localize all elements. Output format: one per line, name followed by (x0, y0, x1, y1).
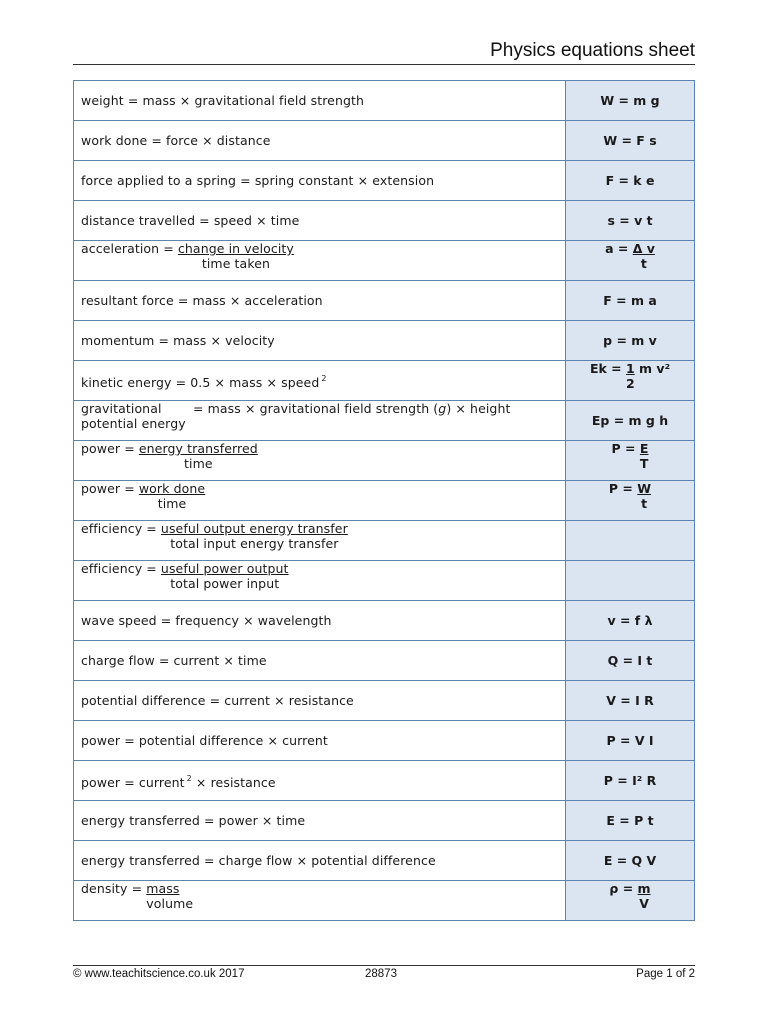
equations-table (73, 80, 695, 921)
equation-words: wave speed = frequency × wavelength (74, 601, 566, 641)
equation-symbols (566, 881, 695, 921)
equation-symbols: P = I² R (566, 761, 695, 801)
symbol-denominator: V (639, 896, 649, 911)
symbol-fraction (640, 441, 649, 471)
symbol-numerator: W (637, 481, 652, 496)
equation-words (74, 441, 566, 481)
equation-symbols: v = f λ (566, 601, 695, 641)
word-fraction (146, 881, 193, 911)
equation-text: kinetic energy = 0.5 × mass × speed (81, 375, 320, 390)
table-row (74, 321, 695, 361)
table-row (74, 761, 695, 801)
equation-symbols (566, 241, 695, 281)
superscript: 2 (186, 774, 192, 783)
equation-words: energy transferred = charge flow × potential difference (74, 841, 566, 881)
equation-symbols: F = m a (566, 281, 695, 321)
footer-copyright: © www.teachitscience.co.uk 2017 (73, 968, 245, 980)
equation-symbols: Q = I t (566, 641, 695, 681)
fraction-numerator: energy transferred (138, 441, 258, 456)
table-row (74, 121, 695, 161)
equation-words: power = potential difference × current (74, 721, 566, 761)
equation-symbols (566, 441, 695, 481)
table-row (74, 81, 695, 121)
equation-words: force applied to a spring = spring constant × extension (74, 161, 566, 201)
table-row (74, 721, 695, 761)
symbol-numerator: 1 (625, 361, 635, 376)
equation-words (74, 521, 566, 561)
symbol-fraction (638, 881, 651, 911)
equation-text-end: × resistance (191, 775, 276, 790)
symbol-numerator: m (637, 881, 651, 896)
symbol-fraction (626, 361, 635, 391)
table-row (74, 601, 695, 641)
equation-symbols: p = m v (566, 321, 695, 361)
equation-symbols: s = v t (566, 201, 695, 241)
symbol-fraction (637, 481, 651, 511)
symbol-fraction (633, 241, 655, 271)
table-row (74, 481, 695, 521)
gpe-label-line2: potential energy (81, 416, 186, 431)
equation-symbols (566, 561, 695, 601)
table-row (74, 841, 695, 881)
symbol-numerator: Δ v (632, 241, 655, 256)
fraction-numerator: work done (138, 481, 206, 496)
equation-prefix: power = (81, 481, 139, 496)
table-row (74, 801, 695, 841)
title-divider (73, 64, 695, 65)
footer-resource-code: 28873 (365, 968, 397, 980)
fraction-denominator: total input energy transfer (170, 536, 339, 551)
symbol-prefix: P = (608, 481, 638, 496)
page-footer (73, 965, 695, 980)
equation-words (74, 481, 566, 521)
fraction-denominator: total power input (170, 576, 280, 591)
equation-words: potential difference = current × resistance (74, 681, 566, 721)
word-fraction (161, 521, 348, 551)
equation-words: energy transferred = power × time (74, 801, 566, 841)
table-row (74, 561, 695, 601)
page-title: Physics equations sheet (490, 40, 695, 61)
equation-symbols (566, 521, 695, 561)
symbol-denominator: 2 (625, 376, 635, 391)
gpe-label-line1: gravitational (81, 401, 162, 416)
symbol-prefix: Ek = (589, 361, 626, 376)
fraction-numerator: mass (146, 881, 180, 896)
equation-words: charge flow = current × time (74, 641, 566, 681)
equation-words: work done = force × distance (74, 121, 566, 161)
word-fraction (139, 441, 258, 471)
equation-symbols: W = m g (566, 81, 695, 121)
table-row (74, 361, 695, 401)
symbol-denominator: t (640, 256, 647, 271)
gpe-equation (193, 401, 511, 431)
fraction-denominator: time (184, 456, 213, 471)
symbol-prefix: ρ = (609, 881, 638, 896)
equation-symbols: E = P t (566, 801, 695, 841)
equation-words: resultant force = mass × acceleration (74, 281, 566, 321)
equation-symbols: E = Q V (566, 841, 695, 881)
equation-words: weight = mass × gravitational field strength (74, 81, 566, 121)
equation-symbols: W = F s (566, 121, 695, 161)
fraction-numerator: useful output energy transfer (160, 521, 348, 536)
word-fraction (139, 481, 205, 511)
gpe-rest-a: = mass × gravitational field strength ( (193, 401, 439, 416)
symbol-prefix: a = (605, 241, 633, 256)
equation-symbols: P = V I (566, 721, 695, 761)
equation-words (74, 761, 566, 801)
table-row (74, 521, 695, 561)
word-fraction (161, 561, 289, 591)
fraction-numerator: useful power output (160, 561, 289, 576)
symbol-denominator: T (639, 456, 649, 471)
equation-symbols: F = k e (566, 161, 695, 201)
equation-symbols: Ep = m g h (566, 401, 695, 441)
word-fraction (178, 241, 294, 271)
equation-words (74, 361, 566, 401)
equation-words: distance travelled = speed × time (74, 201, 566, 241)
equation-text: power = current (81, 775, 185, 790)
equation-prefix: acceleration = (81, 241, 178, 256)
table-row (74, 201, 695, 241)
symbol-denominator: t (641, 496, 648, 511)
footer-page-number: Page 1 of 2 (636, 968, 695, 980)
table-row (74, 881, 695, 921)
equation-symbols (566, 361, 695, 401)
fraction-denominator: volume (146, 896, 194, 911)
equation-prefix: efficiency = (81, 521, 161, 536)
table-row (74, 161, 695, 201)
gpe-label (81, 401, 193, 431)
superscript: 2 (321, 374, 327, 383)
table-row (74, 241, 695, 281)
fraction-numerator: change in velocity (177, 241, 294, 256)
fraction-denominator: time taken (201, 256, 271, 271)
equation-words (74, 401, 566, 441)
equation-words (74, 881, 566, 921)
equation-prefix: efficiency = (81, 561, 161, 576)
symbol-prefix: P = (611, 441, 640, 456)
equation-symbols: V = I R (566, 681, 695, 721)
equation-words: momentum = mass × velocity (74, 321, 566, 361)
equation-prefix: density = (81, 881, 147, 896)
equation-prefix: power = (81, 441, 139, 456)
fraction-denominator: time (157, 496, 187, 511)
gpe-rest-g: g (438, 401, 447, 416)
table-row (74, 641, 695, 681)
table-row (74, 401, 695, 441)
symbol-suffix: m v² (634, 361, 671, 376)
equation-symbols (566, 481, 695, 521)
table-row (74, 281, 695, 321)
equation-words (74, 241, 566, 281)
gpe-rest-b: ) × height (446, 401, 511, 416)
equation-words (74, 561, 566, 601)
table-row (74, 441, 695, 481)
table-row (74, 681, 695, 721)
symbol-numerator: E (639, 441, 649, 456)
